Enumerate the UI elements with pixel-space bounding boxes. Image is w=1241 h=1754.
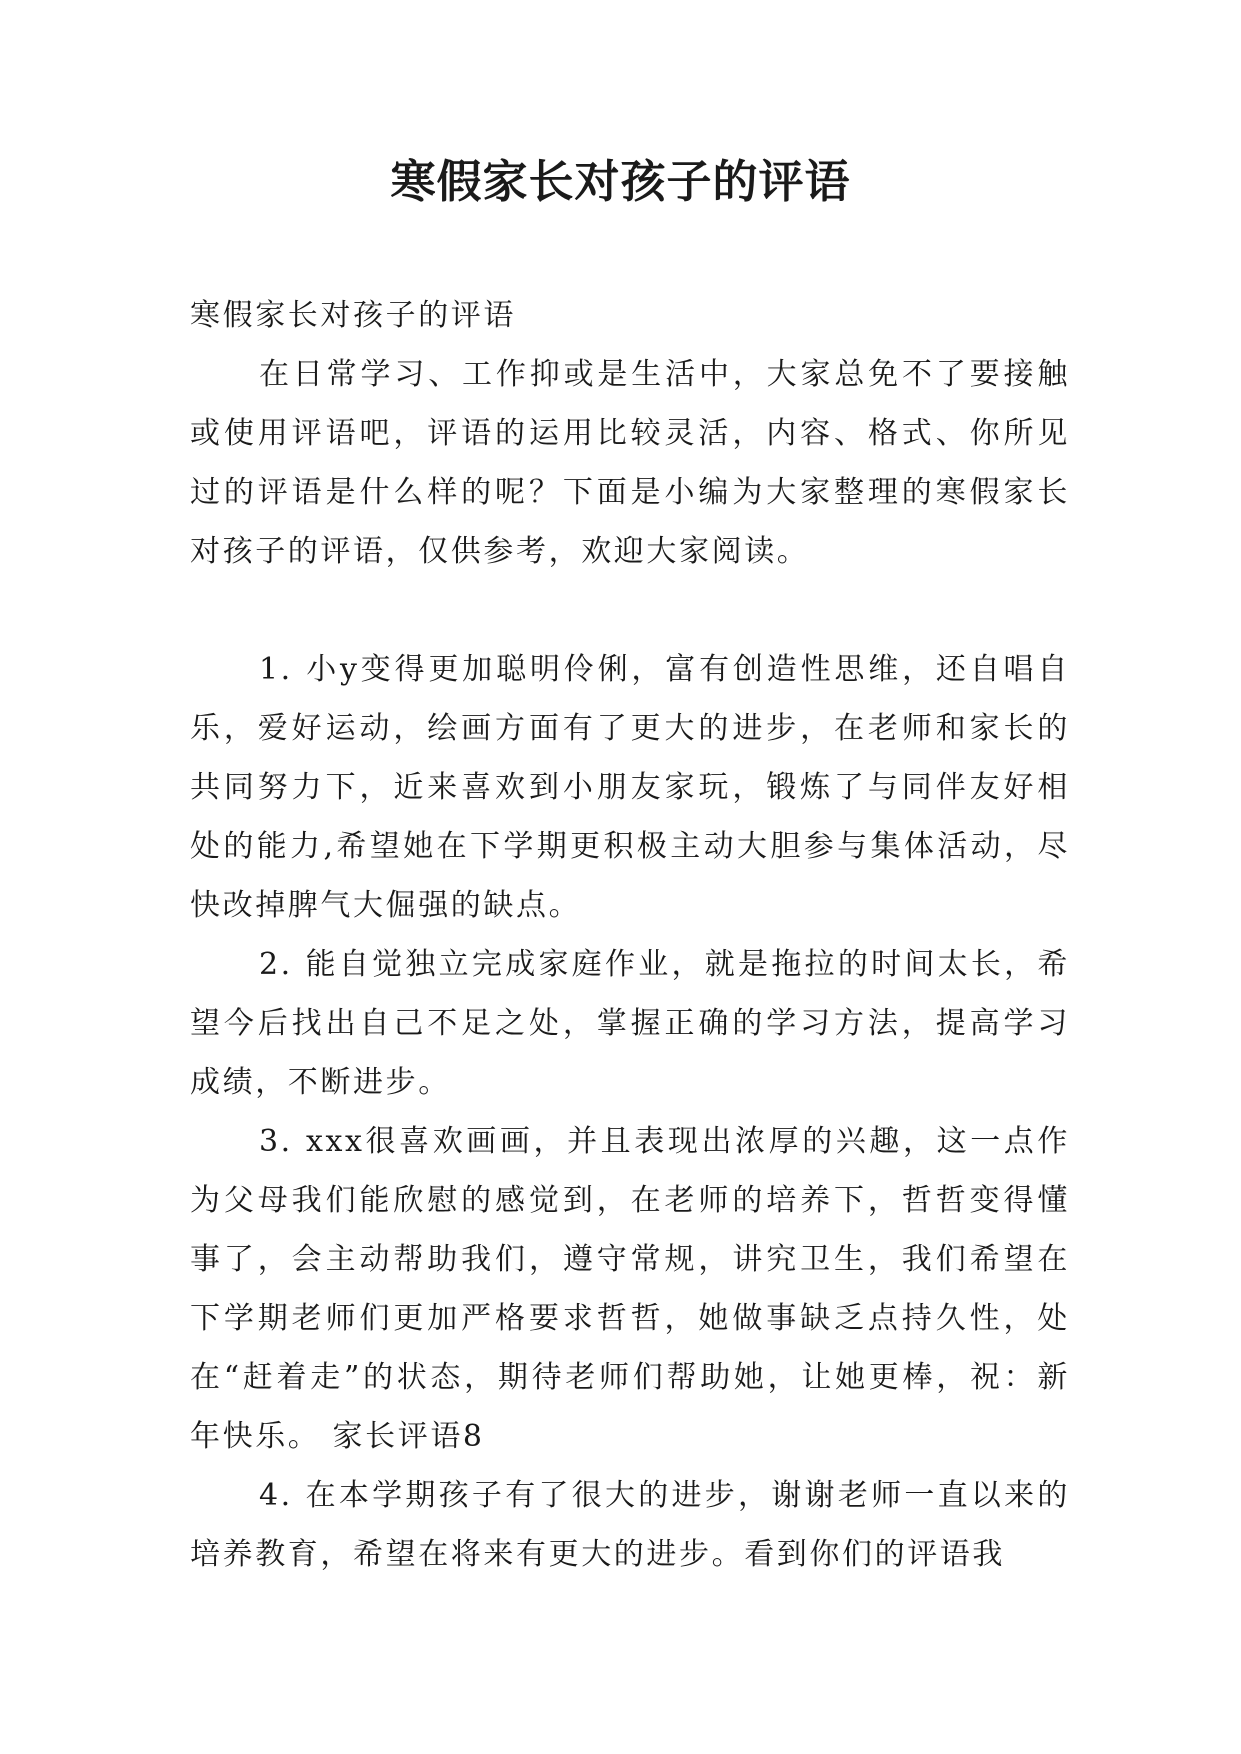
comment-item-2: 2. 能自觉独立完成家庭作业，就是拖拉的时间太长，希望今后找出自己不足之处，掌握正确的学习方法，提高学习成绩，不断进步。 (190, 947, 1070, 1100)
comment-item-1: 1. 小y变得更加聪明伶俐，富有创造性思维，还自唱自乐，爱好运动，绘画方面有了更大的进步，在老师和家长的共同努力下，近来喜欢到小朋友家玩，锻炼了与同伴友好相处的能力,希望她在下学期更积极主动大胆参与集体活动，尽快改掉脾气大倔强的缺点。 (190, 652, 1070, 923)
paragraph-spacer (190, 581, 1070, 640)
intro-paragraph: 在日常学习、工作抑或是生活中，大家总免不了要接触或使用评语吧，评语的运用比较灵活，内容、格式、你所见过的评语是什么样的呢？下面是小编为大家整理的寒假家长对孩子的评语，仅供参考，欢迎大家阅读。 (190, 357, 1070, 569)
document-subtitle: 寒假家长对孩子的评语 (190, 298, 516, 333)
document-title: 寒假家长对孩子的评语 (390, 155, 851, 208)
comment-item-3: 3. xxx很喜欢画画，并且表现出浓厚的兴趣，这一点作为父母我们能欣慰的感觉到，在老师的培养下，哲哲变得懂事了，会主动帮助我们，遵守常规，讲究卫生，我们希望在下学期老师们更加严格要求哲哲，她做事缺乏点持久性，处在“赶着走”的状态，期待老师们帮助她，让她更棒，祝：新年快乐。 家长评语8 (190, 1124, 1070, 1454)
comment-item-4: 4. 在本学期孩子有了很大的进步，谢谢老师一直以来的培养教育，希望在将来有更大的进步。看到你们的评语我 (190, 1478, 1070, 1572)
document-body (190, 286, 1070, 1584)
